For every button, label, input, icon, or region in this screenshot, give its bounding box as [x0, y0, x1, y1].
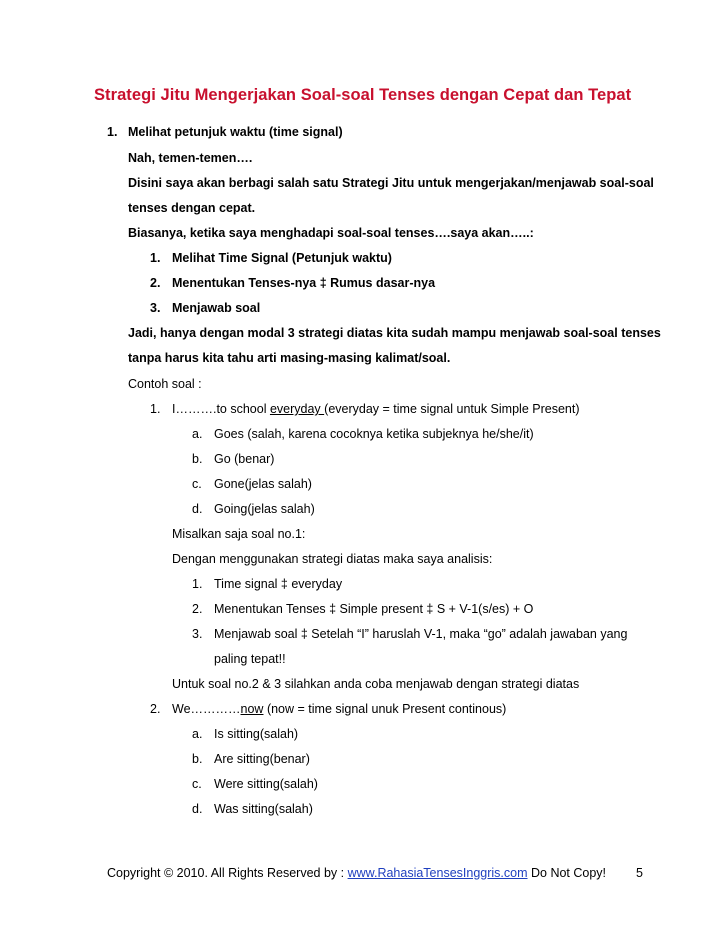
analysis-text: Menjawab soal ‡ Setelah “I” haruslah V-1, maka “go” adalah jawaban yang — [214, 627, 628, 641]
footer-prefix: Copyright © 2010. All Rights Reserved by : — [107, 866, 348, 880]
step-number: 2. — [150, 276, 161, 290]
time-signal: now — [240, 702, 264, 716]
question-number: 1. — [150, 402, 161, 416]
analysis-number: 3. — [192, 627, 203, 641]
option-letter: a. — [192, 727, 203, 741]
step-number: 1. — [150, 251, 161, 265]
footer-copyright — [107, 865, 606, 881]
option-text: Gone(jelas salah) — [214, 477, 312, 491]
option-text: Going(jelas salah) — [214, 502, 315, 516]
question-explanation: (now = time signal unuk Present continous) — [263, 702, 507, 716]
page-number: 5 — [636, 866, 643, 880]
option-text: Is sitting(salah) — [214, 727, 299, 741]
paragraph-line: Jadi, hanya dengan modal 3 strategi diatas kita sudah mampu menjawab soal-soal tenses — [128, 326, 661, 340]
analysis-text-continued: paling tepat!! — [214, 652, 286, 666]
analysis-text: Time signal ‡ everyday — [214, 577, 343, 591]
option-text: Was sitting(salah) — [214, 802, 313, 816]
section-number: 1. — [107, 125, 118, 139]
option-letter: b. — [192, 752, 203, 766]
analysis-text: Menentukan Tenses ‡ Simple present ‡ S + V-1(s/es) + O — [214, 602, 534, 616]
option-letter: c. — [192, 477, 202, 491]
question-explanation: (everyday = time signal untuk Simple Present) — [324, 402, 580, 416]
option-letter: a. — [192, 427, 203, 441]
option-text: Are sitting(benar) — [214, 752, 310, 766]
paragraph-line: tenses dengan cepat. — [128, 201, 256, 215]
option-letter: b. — [192, 452, 203, 466]
footer-suffix: Do Not Copy! — [527, 866, 607, 880]
paragraph-line: Dengan menggunakan strategi diatas maka saya analisis: — [172, 552, 493, 566]
option-letter: d. — [192, 502, 203, 516]
page-title: Strategi Jitu Mengerjakan Soal-soal Tenses dengan Cepat dan Tepat — [94, 86, 632, 104]
step-text: Menjawab soal — [172, 301, 261, 315]
question-text — [172, 401, 579, 417]
section-heading: Melihat petunjuk waktu (time signal) — [128, 125, 343, 139]
time-signal: everyday — [269, 402, 325, 416]
option-text: Were sitting(salah) — [214, 777, 318, 791]
paragraph-line: Disini saya akan berbagi salah satu Strategi Jitu untuk mengerjakan/menjawab soal-soal — [128, 176, 654, 190]
paragraph-line: Nah, temen-temen…. — [128, 151, 253, 165]
paragraph-line: Misalkan saja soal no.1: — [172, 527, 306, 541]
option-text: Go (benar) — [214, 452, 275, 466]
step-text: Melihat Time Signal (Petunjuk waktu) — [172, 251, 392, 265]
question-number: 2. — [150, 702, 161, 716]
option-text: Goes (salah, karena cocoknya ketika subjeknya he/she/it) — [214, 427, 534, 441]
analysis-number: 1. — [192, 577, 203, 591]
option-letter: c. — [192, 777, 202, 791]
paragraph-line: Untuk soal no.2 & 3 silahkan anda coba menjawab dengan strategi diatas — [172, 677, 580, 691]
question-text — [172, 701, 506, 717]
paragraph-line: Biasanya, ketika saya menghadapi soal-soal tenses….saya akan…..: — [128, 226, 534, 240]
example-heading: Contoh soal : — [128, 377, 202, 391]
option-letter: d. — [192, 802, 203, 816]
question-prefix: We………… — [172, 702, 241, 716]
step-text: Menentukan Tenses-nya ‡ Rumus dasar-nya — [172, 276, 436, 290]
paragraph-line: tanpa harus kita tahu arti masing-masing kalimat/soal. — [128, 351, 451, 365]
question-prefix: I……….to school — [172, 402, 270, 416]
analysis-number: 2. — [192, 602, 203, 616]
step-number: 3. — [150, 301, 161, 315]
footer-website-link[interactable]: www.RahasiaTensesInggris.com — [347, 866, 528, 880]
